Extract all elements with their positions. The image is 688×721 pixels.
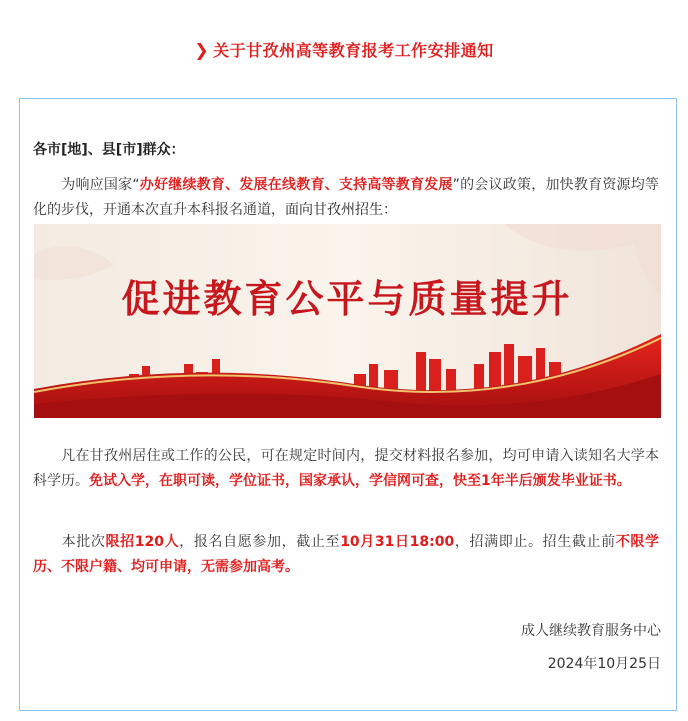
quota-text-b: ，报名自愿参加，截止至 (179, 534, 341, 550)
banner-slogan: 促进教育公平与质量提升 (121, 276, 573, 321)
paragraph-eligibility (33, 444, 659, 494)
quota-text-a: 本批次 (61, 534, 106, 550)
signature-date: 2024年10月25日 (547, 656, 661, 672)
paragraph-quota (33, 530, 659, 580)
intro-text-c: 面向甘孜州招生： (285, 202, 397, 218)
quota-text-c: ，招满即止。招生截止前 (454, 534, 616, 550)
eligibility-text: 凡在甘孜州居住或工作的公民，可在规定时间内，提交材料报名参加，均可申请入读知名大学本科学历。 (33, 448, 659, 489)
eligibility-highlight: 免试入学，在职可读，学位证书，国家承认，学信网可查，快至1年半后颁发毕业证书。 (89, 473, 631, 489)
chevron-right-icon: ❯ (194, 41, 210, 61)
intro-text-a: 为响应国家“ (61, 177, 140, 193)
notice-title (0, 38, 688, 61)
intro-highlight: 办好继续教育、发展在线教育、支持高等教育发展 (139, 177, 453, 193)
notice-title-text: 关于甘孜州高等教育报考工作安排通知 (213, 41, 494, 60)
quota-highlight: 限招120人 (105, 534, 180, 550)
intro-text-b: ”的会议政策，加快教育资源均等化的步伐，开通本次直升本科报名通道， (33, 177, 659, 218)
deadline-highlight: 10月31日18:00 (340, 534, 455, 550)
signature-org: 成人继续教育服务中心 (521, 623, 661, 639)
paragraph-intro (33, 173, 659, 223)
banner-image (34, 224, 661, 418)
greeting: 各市[地]、县[市]群众： (33, 142, 185, 158)
no-exam-highlight: 不限学历、不限户籍、均可申请，无需参加高考。 (33, 534, 660, 575)
